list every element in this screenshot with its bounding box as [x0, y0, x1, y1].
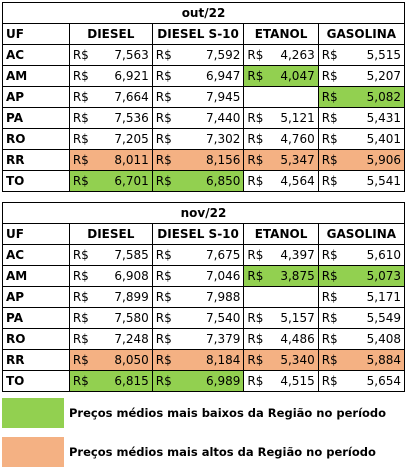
currency-symbol: R$ — [152, 45, 174, 66]
currency-symbol: R$ — [244, 66, 266, 87]
header-etanol: ETANOL — [244, 224, 318, 245]
price-diesel-s10: 8,184 — [174, 350, 244, 371]
state-code: AP — [3, 87, 70, 108]
price-gasolina: 5,073 — [340, 266, 405, 287]
price-diesel-s10: 7,988 — [174, 287, 244, 308]
legend-low-label: Preços médios mais baixos da Região no período — [69, 406, 387, 420]
price-gasolina: 5,515 — [340, 45, 405, 66]
currency-symbol: R$ — [69, 287, 91, 308]
price-etanol: 5,347 — [265, 150, 318, 171]
state-code: PA — [3, 308, 70, 329]
table-row — [3, 66, 405, 87]
state-code: AC — [3, 45, 70, 66]
currency-symbol: R$ — [318, 287, 340, 308]
currency-symbol: R$ — [69, 350, 91, 371]
price-diesel: 7,563 — [91, 45, 152, 66]
price-etanol: 4,047 — [265, 66, 318, 87]
price-diesel: 7,248 — [91, 329, 152, 350]
table-title: out/22 — [3, 3, 405, 24]
price-gasolina: 5,408 — [340, 329, 405, 350]
price-diesel: 7,536 — [91, 108, 152, 129]
currency-symbol: R$ — [69, 266, 91, 287]
price-diesel: 6,815 — [91, 371, 152, 392]
currency-symbol: R$ — [152, 308, 174, 329]
state-code: RR — [3, 350, 70, 371]
legend-high-label: Preços médios mais altos da Região no período — [69, 445, 376, 459]
currency-symbol: R$ — [152, 171, 174, 192]
currency-symbol: R$ — [318, 108, 340, 129]
price-diesel: 8,050 — [91, 350, 152, 371]
state-code: TO — [3, 171, 70, 192]
price-gasolina: 5,431 — [340, 108, 405, 129]
currency-symbol — [244, 87, 266, 108]
currency-symbol: R$ — [69, 371, 91, 392]
price-diesel-s10: 7,540 — [174, 308, 244, 329]
table-row — [3, 108, 405, 129]
state-code: PA — [3, 108, 70, 129]
currency-symbol: R$ — [69, 245, 91, 266]
price-gasolina: 5,401 — [340, 129, 405, 150]
price-diesel: 8,011 — [91, 150, 152, 171]
header-diesel-s10: DIESEL S-10 — [152, 24, 244, 45]
price-etanol: 4,486 — [265, 329, 318, 350]
table-row — [3, 308, 405, 329]
table-row — [3, 245, 405, 266]
state-code: TO — [3, 371, 70, 392]
state-code: RO — [3, 329, 70, 350]
currency-symbol: R$ — [318, 171, 340, 192]
header-uf: UF — [3, 224, 70, 245]
header-diesel: DIESEL — [69, 224, 152, 245]
currency-symbol: R$ — [318, 87, 340, 108]
table-row — [3, 171, 405, 192]
table-row — [3, 350, 405, 371]
currency-symbol: R$ — [69, 66, 91, 87]
table-row — [3, 87, 405, 108]
price-gasolina: 5,610 — [340, 245, 405, 266]
currency-symbol: R$ — [69, 150, 91, 171]
price-diesel-s10: 8,156 — [174, 150, 244, 171]
currency-symbol: R$ — [244, 245, 266, 266]
price-diesel-s10: 7,945 — [174, 87, 244, 108]
price-table — [2, 2, 405, 192]
header-uf: UF — [3, 24, 70, 45]
legend-high — [2, 437, 405, 467]
header-gasolina: GASOLINA — [318, 24, 404, 45]
currency-symbol: R$ — [318, 45, 340, 66]
legend-low-swatch — [2, 398, 64, 428]
currency-symbol: R$ — [152, 287, 174, 308]
currency-symbol: R$ — [152, 350, 174, 371]
price-diesel: 7,205 — [91, 129, 152, 150]
price-etanol: 4,760 — [265, 129, 318, 150]
price-etanol: 5,340 — [265, 350, 318, 371]
header-diesel: DIESEL — [69, 24, 152, 45]
currency-symbol: R$ — [69, 87, 91, 108]
currency-symbol: R$ — [152, 266, 174, 287]
currency-symbol: R$ — [244, 150, 266, 171]
price-etanol: 4,564 — [265, 171, 318, 192]
price-diesel-s10: 7,046 — [174, 266, 244, 287]
currency-symbol: R$ — [152, 129, 174, 150]
price-gasolina: 5,082 — [340, 87, 405, 108]
price-etanol: 4,263 — [265, 45, 318, 66]
currency-symbol: R$ — [318, 371, 340, 392]
legend-high-swatch — [2, 437, 64, 467]
currency-symbol: R$ — [69, 129, 91, 150]
currency-symbol: R$ — [244, 266, 266, 287]
state-code: AP — [3, 287, 70, 308]
currency-symbol: R$ — [152, 87, 174, 108]
currency-symbol: R$ — [152, 329, 174, 350]
currency-symbol: R$ — [318, 329, 340, 350]
header-diesel-s10: DIESEL S-10 — [152, 224, 244, 245]
table-row — [3, 150, 405, 171]
currency-symbol: R$ — [318, 150, 340, 171]
state-code: AC — [3, 245, 70, 266]
price-diesel: 6,921 — [91, 66, 152, 87]
price-diesel: 6,908 — [91, 266, 152, 287]
price-diesel: 7,899 — [91, 287, 152, 308]
currency-symbol: R$ — [69, 308, 91, 329]
header-etanol: ETANOL — [244, 24, 318, 45]
state-code: AM — [3, 266, 70, 287]
currency-symbol: R$ — [244, 308, 266, 329]
price-etanol — [265, 87, 318, 108]
price-etanol: 4,515 — [265, 371, 318, 392]
legend-low — [2, 398, 405, 428]
price-gasolina: 5,207 — [340, 66, 405, 87]
price-diesel: 6,701 — [91, 171, 152, 192]
table-row — [3, 266, 405, 287]
currency-symbol: R$ — [152, 371, 174, 392]
currency-symbol: R$ — [318, 129, 340, 150]
currency-symbol: R$ — [244, 329, 266, 350]
state-code: RR — [3, 150, 70, 171]
currency-symbol: R$ — [152, 108, 174, 129]
price-etanol: 4,397 — [265, 245, 318, 266]
currency-symbol: R$ — [69, 171, 91, 192]
currency-symbol: R$ — [318, 66, 340, 87]
price-gasolina: 5,541 — [340, 171, 405, 192]
header-gasolina: GASOLINA — [318, 224, 404, 245]
price-diesel-s10: 7,379 — [174, 329, 244, 350]
table-title: nov/22 — [3, 203, 405, 224]
price-diesel: 7,585 — [91, 245, 152, 266]
currency-symbol: R$ — [244, 350, 266, 371]
currency-symbol: R$ — [318, 266, 340, 287]
price-diesel: 7,664 — [91, 87, 152, 108]
currency-symbol: R$ — [244, 171, 266, 192]
currency-symbol: R$ — [152, 150, 174, 171]
currency-symbol — [244, 287, 266, 308]
table-row — [3, 287, 405, 308]
price-table — [2, 202, 405, 392]
price-etanol — [265, 287, 318, 308]
currency-symbol: R$ — [69, 329, 91, 350]
currency-symbol: R$ — [244, 108, 266, 129]
currency-symbol: R$ — [318, 245, 340, 266]
price-diesel: 7,580 — [91, 308, 152, 329]
state-code: AM — [3, 66, 70, 87]
price-gasolina: 5,171 — [340, 287, 405, 308]
price-etanol: 5,157 — [265, 308, 318, 329]
price-diesel-s10: 6,989 — [174, 371, 244, 392]
price-diesel-s10: 6,850 — [174, 171, 244, 192]
currency-symbol: R$ — [318, 350, 340, 371]
currency-symbol: R$ — [244, 371, 266, 392]
price-diesel-s10: 6,947 — [174, 66, 244, 87]
table-row — [3, 329, 405, 350]
table-row — [3, 129, 405, 150]
price-gasolina: 5,549 — [340, 308, 405, 329]
price-gasolina: 5,906 — [340, 150, 405, 171]
currency-symbol: R$ — [152, 66, 174, 87]
currency-symbol: R$ — [244, 45, 266, 66]
price-diesel-s10: 7,302 — [174, 129, 244, 150]
currency-symbol: R$ — [69, 108, 91, 129]
price-gasolina: 5,654 — [340, 371, 405, 392]
currency-symbol: R$ — [244, 129, 266, 150]
currency-symbol: R$ — [318, 308, 340, 329]
price-diesel-s10: 7,592 — [174, 45, 244, 66]
table-row — [3, 371, 405, 392]
currency-symbol: R$ — [152, 245, 174, 266]
currency-symbol: R$ — [69, 45, 91, 66]
state-code: RO — [3, 129, 70, 150]
price-gasolina: 5,884 — [340, 350, 405, 371]
price-etanol: 5,121 — [265, 108, 318, 129]
price-etanol: 3,875 — [265, 266, 318, 287]
price-diesel-s10: 7,440 — [174, 108, 244, 129]
table-row — [3, 45, 405, 66]
price-diesel-s10: 7,675 — [174, 245, 244, 266]
